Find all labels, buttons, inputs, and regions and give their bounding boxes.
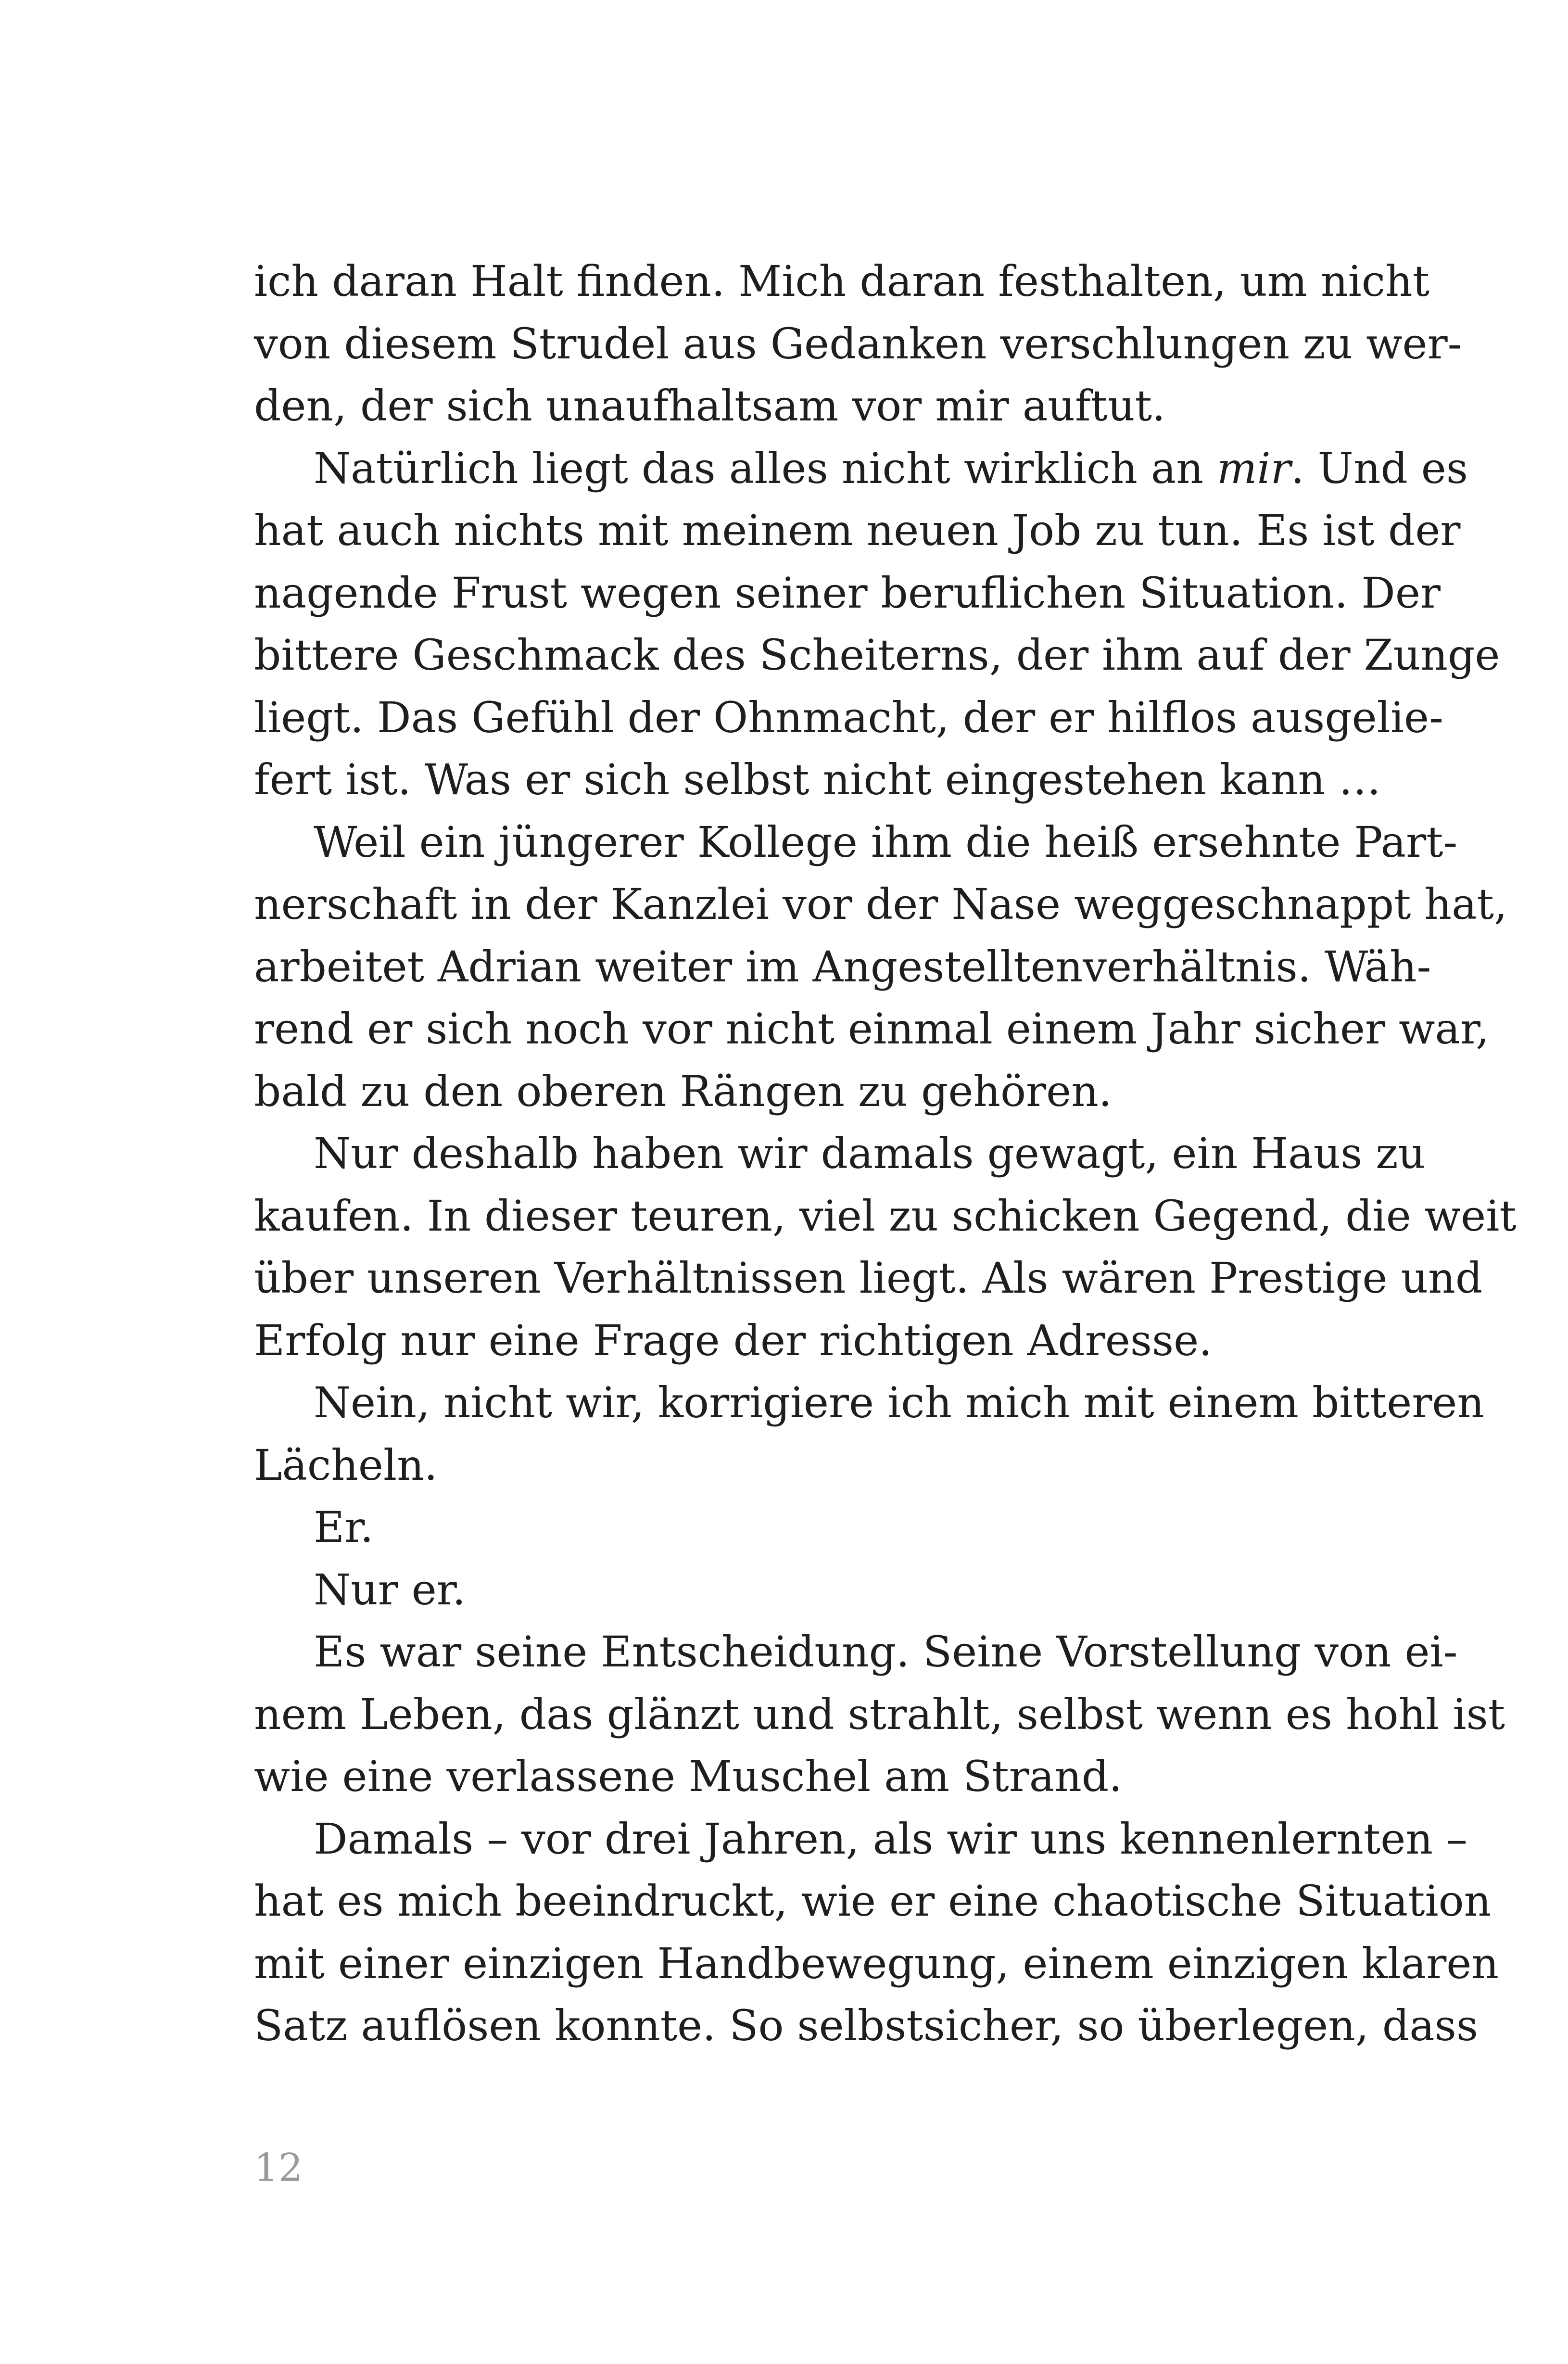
text-line: kaufen. In dieser teuren, viel zu schicken Gegend, die weit	[254, 1191, 1517, 1241]
text-line: nem Leben, das glänzt und strahlt, selbst wenn es hohl ist	[254, 1689, 1505, 1739]
text-line: ich daran Halt finden. Mich daran festhalten, um nicht	[254, 256, 1430, 306]
text-line: Er.	[314, 1502, 374, 1552]
text-line: den, der sich unaufhaltsam vor mir auftut.	[254, 381, 1165, 431]
text-line: mit einer einzigen Handbewegung, einem einzigen klaren	[254, 1938, 1499, 1988]
text-line: Lächeln.	[254, 1440, 438, 1490]
text-line: hat auch nichts mit meinem neuen Job zu tun. Es ist der	[254, 506, 1461, 555]
text-line: hat es mich beeindruckt, wie er eine chaotische Situation	[254, 1876, 1492, 1926]
text-line: Nur deshalb haben wir damals gewagt, ein Haus zu	[314, 1129, 1426, 1178]
body-text	[254, 250, 1517, 2057]
text-line: über unseren Verhältnissen liegt. Als wären Prestige und	[254, 1253, 1483, 1303]
text-line: wie eine verlassene Muschel am Strand.	[254, 1752, 1123, 1801]
text-line: bald zu den oberen Rängen zu gehören.	[254, 1066, 1112, 1116]
text-fragment: Natürlich liegt das alles nicht wirklich an	[314, 443, 1217, 493]
text-line: Nein, nicht wir, korrigiere ich mich mit einem bitteren	[314, 1378, 1485, 1427]
italic-word: mir	[1217, 443, 1291, 493]
text-line: arbeitet Adrian weiter im Angestelltenverhältnis. Wäh-	[254, 941, 1431, 991]
text-line: rend er sich noch vor nicht einmal einem Jahr sicher war,	[254, 1004, 1490, 1054]
text-line-with-italic	[254, 437, 1468, 500]
text-line: Weil ein jüngerer Kollege ihm die heiß ersehnte Part-	[314, 817, 1458, 867]
text-fragment: . Und es	[1290, 443, 1468, 493]
text-line: Erfolg nur eine Frage der richtigen Adresse.	[254, 1315, 1213, 1365]
text-line: liegt. Das Gefühl der Ohnmacht, der er hilflos ausgelie-	[254, 692, 1443, 742]
text-line: von diesem Strudel aus Gedanken verschlungen zu wer-	[254, 318, 1462, 369]
text-line: fert ist. Was er sich selbst nicht eingestehen kann …	[254, 755, 1381, 804]
text-line: nagende Frust wegen seiner beruflichen Situation. Der	[254, 568, 1441, 618]
text-line: Es war seine Entscheidung. Seine Vorstellung von ei-	[314, 1627, 1458, 1677]
text-line: bittere Geschmack des Scheiterns, der ihm auf der Zunge	[254, 630, 1500, 680]
text-line: Satz auflösen konnte. So selbstsicher, so überlegen, dass	[254, 2001, 1478, 2050]
text-line: nerschaft in der Kanzlei vor der Nase weggeschnappt hat,	[254, 879, 1507, 929]
page-number: 12	[254, 2145, 303, 2190]
text-line: Nur er.	[314, 1564, 466, 1614]
text-line: Damals – vor drei Jahren, als wir uns kennenlernten –	[314, 1814, 1467, 1864]
